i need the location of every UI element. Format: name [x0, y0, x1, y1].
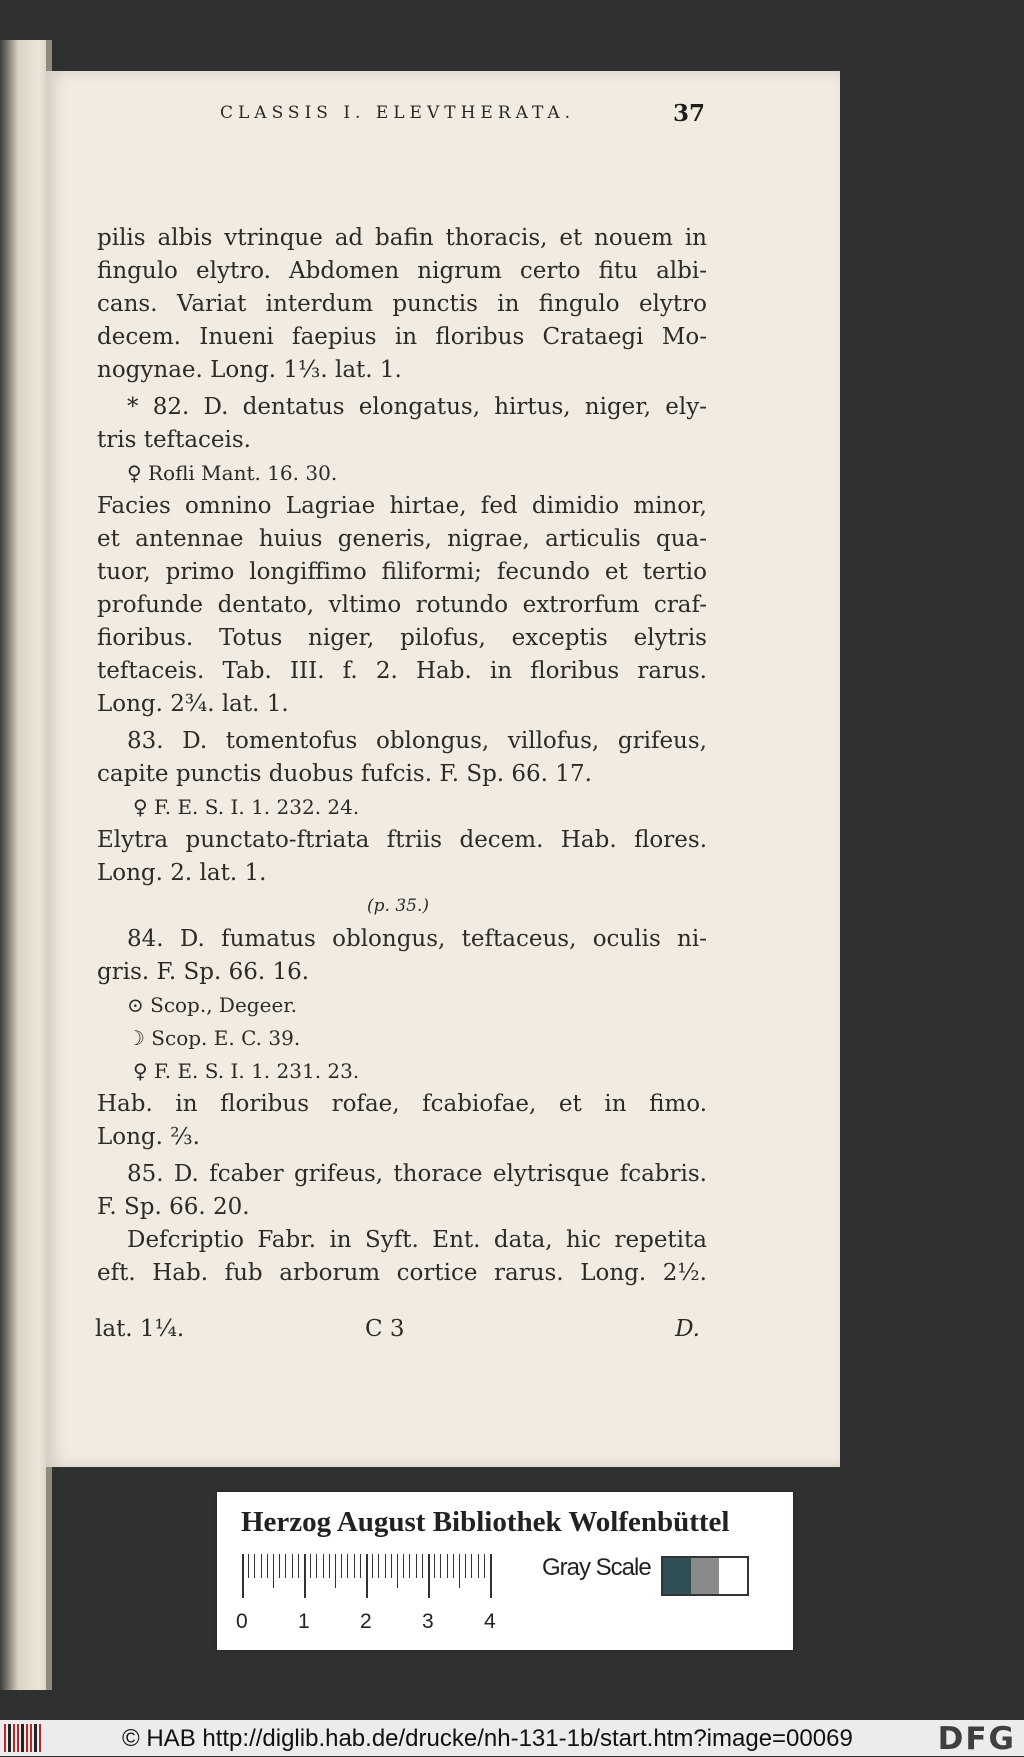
ruler-tick: [403, 1554, 404, 1578]
ruler-tick: [279, 1554, 280, 1578]
ruler-tick: [397, 1554, 398, 1588]
ruler-tick: [459, 1554, 460, 1588]
ruler-tick: [329, 1554, 330, 1578]
ruler-tick: [360, 1554, 361, 1578]
grayscale-swatches: [661, 1556, 749, 1596]
ruler-tick: [484, 1554, 485, 1578]
ruler-number: 0: [236, 1610, 248, 1633]
ruler-tick: [471, 1554, 472, 1578]
barcode-icon: [4, 1724, 44, 1752]
text-line: ♀ Rofli Mant. 16. 30.: [127, 461, 338, 485]
ruler-tick: [292, 1554, 293, 1578]
dfg-logo: DFG: [937, 1721, 1016, 1757]
ruler-tick: [316, 1554, 317, 1578]
measurement-ruler: [236, 1554, 524, 1634]
text-line: Long. 2¾. lat. 1.: [97, 691, 289, 717]
ruler-number: 3: [422, 1610, 434, 1633]
gray-swatch: [691, 1558, 719, 1594]
catchword: D.: [675, 1316, 700, 1342]
text-line: fioribus. Totus niger, pilofus, exceptis elytris: [97, 625, 707, 651]
ruler-tick: [273, 1554, 274, 1588]
ruler-tick: [465, 1554, 466, 1578]
text-line: profunde dentato, vltimo rotundo extrorfum craf-: [97, 592, 707, 618]
text-line: F. Sp. 66. 20.: [97, 1194, 250, 1220]
ruler-tick: [285, 1554, 286, 1578]
text-line: 83. D. tomentofus oblongus, villofus, grifeus,: [127, 728, 707, 754]
ruler-tick: [248, 1554, 249, 1578]
library-name: Herzog August Bibliothek Wolfenbüttel: [241, 1506, 730, 1538]
adjacent-page-edge: [0, 40, 52, 1690]
ruler-tick: [254, 1554, 255, 1578]
ruler-number: 2: [360, 1610, 372, 1633]
text-line: ♀ F. E. S. I. 1. 232. 24.: [133, 795, 360, 819]
ruler-tick: [298, 1554, 299, 1578]
ruler-tick: [478, 1554, 479, 1578]
text-line: (p. 35.): [367, 896, 429, 916]
ruler-tick: [354, 1554, 355, 1578]
text-line: Defcriptio Fabr. in Syft. Ent. data, hic repetita: [127, 1227, 707, 1253]
ruler-tick: [366, 1554, 368, 1598]
text-line: cans. Variat interdum punctis in fingulo elytro: [97, 291, 707, 317]
text-line: Hab. in floribus rofae, fcabiofae, et in fimo.: [97, 1091, 707, 1117]
footer-continuation: lat. 1¼.: [95, 1316, 185, 1342]
library-color-card: [217, 1492, 793, 1650]
text-line: gris. F. Sp. 66. 16.: [97, 959, 310, 985]
viewer-footer-bar: [0, 1720, 1024, 1756]
ruler-number: 1: [298, 1610, 310, 1633]
ruler-tick: [385, 1554, 386, 1578]
ruler-tick: [267, 1554, 268, 1578]
ruler-tick: [335, 1554, 336, 1588]
ruler-tick: [453, 1554, 454, 1578]
ruler-tick: [341, 1554, 342, 1578]
text-line: tuor, primo longiffimo filiformi; fecundo et tertio: [97, 559, 707, 585]
ruler-tick: [242, 1554, 244, 1598]
ruler-tick: [409, 1554, 410, 1578]
text-line: nogynae. Long. 1⅓. lat. 1.: [97, 357, 402, 383]
ruler-tick: [434, 1554, 435, 1578]
ruler-number: 4: [484, 1610, 496, 1633]
text-line: 85. D. fcaber grifeus, thorace elytrisque fcabris.: [127, 1161, 707, 1187]
ruler-tick: [490, 1554, 492, 1598]
page-body-text: [97, 222, 707, 1290]
text-line: * 82. D. dentatus elongatus, hirtus, niger, ely-: [127, 394, 707, 420]
ruler-tick: [422, 1554, 423, 1578]
ruler-tick: [323, 1554, 324, 1578]
ruler-tick: [304, 1554, 306, 1598]
ruler-tick: [310, 1554, 311, 1578]
ruler-tick: [261, 1554, 262, 1578]
running-head: [95, 93, 705, 133]
grayscale-label: Gray Scale: [542, 1554, 651, 1581]
text-line: Facies omnino Lagriae hirtae, fed dimidio minor,: [97, 493, 707, 519]
text-line: eft. Hab. fub arborum cortice rarus. Long. 2½.: [97, 1260, 707, 1286]
signature-mark: C 3: [365, 1316, 405, 1342]
page-number: 37: [672, 99, 705, 127]
text-line: et antennae huius generis, nigrae, articulis qua-: [97, 526, 707, 552]
text-line: Elytra punctato-ftriata ftriis decem. Hab. flores.: [97, 827, 707, 853]
text-line: 84. D. fumatus oblongus, teftaceus, oculis ni-: [127, 926, 707, 952]
ruler-tick: [447, 1554, 448, 1578]
text-line: pilis albis vtrinque ad bafin thoracis, et nouem in: [97, 225, 707, 251]
source-url-link[interactable]: © HAB http://diglib.hab.de/drucke/nh-131-1b/start.htm?image=00069: [122, 1725, 853, 1752]
ruler-tick: [440, 1554, 441, 1578]
text-line: fingulo elytro. Abdomen nigrum certo fitu albi-: [97, 258, 707, 284]
ruler-tick: [416, 1554, 417, 1578]
ruler-tick: [378, 1554, 379, 1578]
text-line: Long. ⅔.: [97, 1124, 200, 1150]
ruler-tick: [391, 1554, 392, 1578]
running-head-title: CLASSIS I. ELEVTHERATA.: [220, 103, 576, 123]
gray-swatch: [663, 1558, 691, 1594]
text-line: decem. Inueni faepius in floribus Crataegi Mo-: [97, 324, 707, 350]
text-line: ♀ F. E. S. I. 1. 231. 23.: [133, 1059, 360, 1083]
ruler-tick: [428, 1554, 430, 1598]
text-line: ⊙ Scop., Degeer.: [127, 993, 297, 1017]
text-line: Long. 2. lat. 1.: [97, 860, 267, 886]
ruler-tick: [347, 1554, 348, 1578]
text-line: teftaceis. Tab. III. f. 2. Hab. in floribus rarus.: [97, 658, 707, 684]
text-line: capite punctis duobus fufcis. F. Sp. 66. 17.: [97, 761, 592, 787]
page-footer: [95, 1316, 700, 1350]
text-line: tris teftaceis.: [97, 427, 251, 453]
text-line: ☽ Scop. E. C. 39.: [127, 1026, 301, 1050]
ruler-tick: [372, 1554, 373, 1578]
gray-swatch: [719, 1558, 747, 1594]
